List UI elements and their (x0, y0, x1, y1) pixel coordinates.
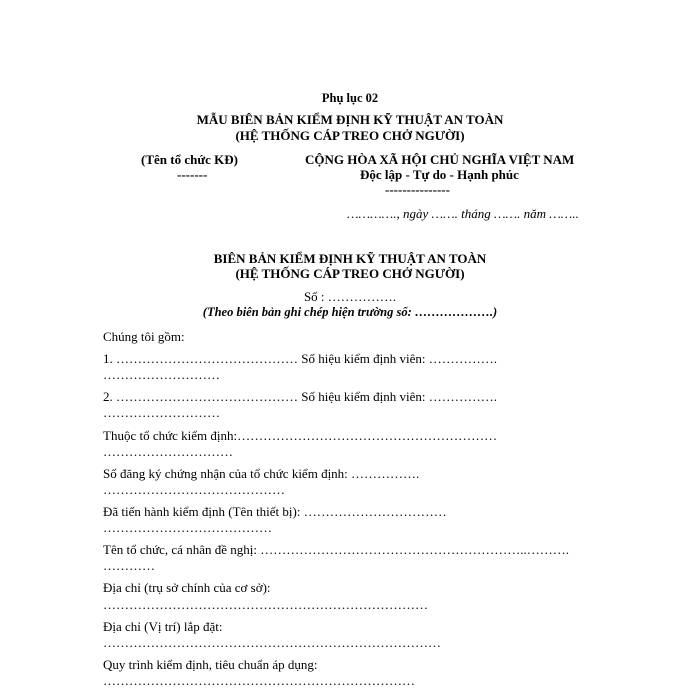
organization-line: Thuộc tổ chức kiểm định:…………………………………………………… (103, 428, 498, 443)
requester-line: Tên tổ chức, cá nhân đề nghị: ……………………………………………………..………. (103, 542, 569, 557)
motto-divider: --------------- (385, 182, 450, 197)
equipment-continuation: ………………………………… (103, 520, 272, 535)
form-title-line-2: (HỆ THỐNG CÁP TREO CHỞ NGƯỜI) (235, 128, 465, 143)
inspector-1-line: 1. …………………………………… Số hiệu kiểm định viên: ……………. (103, 351, 497, 366)
registration-number-line: Số đăng ký chứng nhận của tổ chức kiểm định: ……………. (103, 466, 420, 481)
date-line: …………., ngày ……. tháng ……. năm …….. (347, 206, 579, 221)
report-number: Số : ……………. (303, 289, 397, 304)
installation-address-continuation: …………………………………………………………………… (103, 635, 441, 650)
headquarters-address-continuation: ………………………………………………………………… (103, 597, 428, 612)
form-title-line-1: MẪU BIÊN BẢN KIỂM ĐỊNH KỸ THUẬT AN TOÀN (196, 112, 504, 127)
organization-continuation: ………………………… (103, 444, 233, 459)
headquarters-address-line: Địa chỉ (trụ sở chính của cơ sở): (103, 580, 271, 595)
appendix-label: Phụ lục 02 (321, 91, 379, 105)
nation-name: CỘNG HÒA XÃ HỘI CHỦ NGHĨA VIỆT NAM (305, 152, 575, 167)
registration-number-continuation: …………………………………… (103, 482, 285, 497)
requester-continuation: ………… (103, 558, 155, 573)
field-record-reference: (Theo biên bản ghi chép hiện trường số: ……………….) (202, 305, 498, 319)
national-motto: Độc lập - Tự do - Hạnh phúc (360, 167, 519, 182)
inspector-2-line: 2. …………………………………… Số hiệu kiểm định viên: ……………. (103, 389, 497, 404)
organization-divider: ------- (177, 167, 208, 182)
intro-line: Chúng tôi gồm: (103, 329, 185, 344)
procedure-standard-line: Quy trình kiểm định, tiêu chuẩn áp dụng: (103, 657, 318, 672)
equipment-line: Đã tiến hành kiểm định (Tên thiết bị): …………………………… (103, 504, 447, 519)
installation-address-line: Địa chỉ (Vị trí) lắp đặt: (103, 619, 223, 634)
report-title-line-1: BIÊN BẢN KIỂM ĐỊNH KỸ THUẬT AN TOÀN (213, 251, 487, 266)
inspector-2-continuation: ……………………… (103, 405, 220, 420)
report-title-line-2: (HỆ THỐNG CÁP TREO CHỞ NGƯỜI) (235, 266, 465, 281)
inspector-1-continuation: ……………………… (103, 367, 220, 382)
organization-name: (Tên tổ chức KĐ) (141, 152, 238, 167)
procedure-standard-continuation: ……………………………………………………………… (103, 673, 415, 688)
